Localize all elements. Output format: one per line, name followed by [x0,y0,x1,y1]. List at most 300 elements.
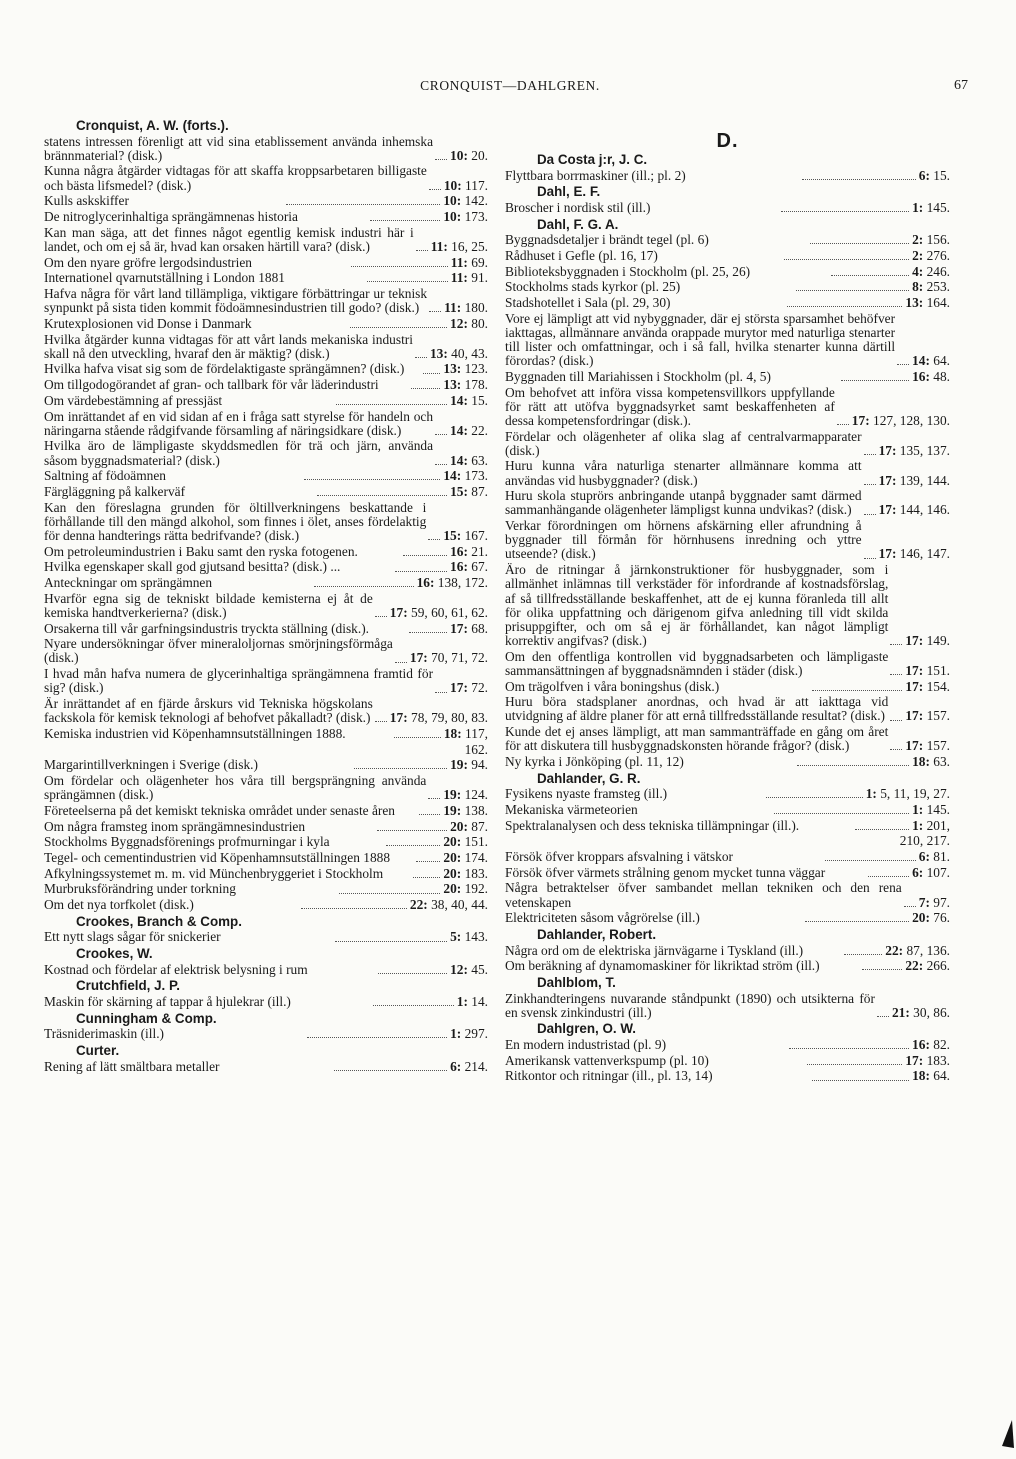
dot-leader [429,189,441,190]
author-heading: Dahl, E. F. [537,184,601,200]
index-entry [44,963,488,977]
dot-leader [831,275,909,276]
volume-number: 2: [912,232,924,248]
entry-reference [450,560,488,574]
entry-reference [912,249,950,263]
entry-reference [905,634,950,648]
entry-title: Stadshotellet i Sala (pl. 29, 30) [505,295,671,310]
entry-reference [905,1054,950,1068]
volume-number: 19: [443,787,462,803]
dot-leader [825,860,915,861]
page-numbers: 183. [461,865,488,881]
entry-reference [919,169,950,183]
volume-number: 17: [905,708,924,724]
page-numbers: 63. [929,753,951,769]
dot-leader [844,954,883,955]
index-entry [505,169,950,183]
entry-title: Saltning af födoämnen [44,468,166,484]
index-entry [505,312,950,369]
entry-title: Är inrättandet af en fjärde årskurs vid Tekniska högskolans fackskola för kemisk teknologi af behofvet påkalladt? (disk.) [44,696,373,726]
author-heading: Dahl, F. G. A. [537,216,619,232]
dot-leader [862,969,902,970]
index-entry [44,485,488,499]
entry-title: Internationel qvarnutställning i London 1881 [44,270,285,286]
volume-number: 17: [389,710,408,726]
dot-leader [864,484,876,485]
entry-title: Zinkhandteringens nuvarande ståndpunkt (1890) och utsikterna för en svensk zinkindustri (ill.) [505,990,875,1020]
page-numbers: 123. [461,361,489,377]
volume-number: 15: [443,527,462,543]
index-entry [44,410,488,438]
index-entry [44,622,488,636]
volume-number: 17: [450,620,468,636]
entry-reference [443,378,488,392]
entry-title: Äro de ritningar å järnkonstruktioner för husbyggnader, som i allmänhet inlämnas till verkstäder för infordrande af kostnadsförslag, af så tillfredsställande beskaffenhet, att de ej kunna föranleda till allt för olika uppfattning och därigenom gifva anledning till vidt skilda prisuppgifter, och om så ej är förhållandet, kan något lämpligt korrektiv angifvas? (disk.) [505,562,889,648]
entry-reference [450,1027,488,1041]
volume-number: 20: [443,865,462,881]
dot-leader [812,1080,909,1081]
index-entry [505,1038,950,1052]
page-numbers: 173. [461,209,488,225]
volume-number: 17: [409,650,428,666]
entry-title: Huru böra stadsplaner anordnas, och hvad är att iakttaga vid utvidgning af äldre planer för att ernå tillfredsställande resultat? (disk.) [505,694,889,724]
index-entry [44,439,488,467]
dot-leader [435,464,447,465]
index-entry [505,386,950,428]
index-entry [44,1060,488,1074]
entry-reference [443,867,488,881]
entry-title: Biblioteksbyggnaden i Stockholm (pl. 25, 26) [505,263,751,279]
page-numbers: 174. [461,849,489,865]
page-numbers: 157. [923,738,950,754]
entry-reference [450,424,488,438]
dot-leader [409,632,447,633]
volume-number: 18: [912,753,930,769]
volume-number: 17: [878,546,897,562]
page-numbers: 124. [461,787,488,803]
entry-reference [450,930,488,944]
page-numbers: 167. [461,527,488,543]
entry-title: Om tillgodogörandet af gran- och tallbark för vår läderindustri [44,377,379,393]
author-heading: Da Costa j:r, J. C. [537,152,648,167]
entry-reference [450,485,488,499]
index-entry [505,881,950,909]
dot-leader [314,586,414,587]
page-numbers: 64. [929,1068,951,1084]
index-entry [505,650,950,678]
entry-title: Hvilka hafva visat sig som de fördelaktigaste sprängämnen? (disk.) [44,361,405,377]
entry-title: Kemiska industrien vid Köpenhamnsutställningen 1888. [44,725,346,741]
entry-title: Om petroleumindustrien i Baku samt den ryska fotogenen. [44,543,358,559]
page-numbers: 76. [929,910,951,926]
entry-reference [457,995,488,1009]
entry-reference [912,819,950,833]
index-entry [44,135,488,163]
entry-reference [450,820,488,834]
index-entry [44,194,488,208]
index-entry [44,394,488,408]
page-numbers: 67. [467,559,488,575]
index-entry [44,545,488,559]
entry-title: Hvarför egna sig de tekniskt bildade kemisterna ej åt de kemiska handtverkerierna? (disk.) [44,590,373,620]
entry-title: Kan man säga, att det finnes något egentlig kemisk industri här i landet, och om ej så är, hvad kan orsaken härtill vara? (disk.) [44,224,414,254]
volume-number: 19: [443,802,462,818]
volume-number: 1: [865,786,877,802]
index-entry [505,695,950,723]
index-entry [505,249,950,263]
index-entry [505,755,950,769]
index-entry [44,882,488,896]
entry-title: Rening af lätt smältbara metaller [44,1058,220,1074]
left-column [44,118,488,1075]
page-numbers: 94. [467,757,489,773]
dot-leader [868,876,909,877]
volume-number: 10: [450,147,468,163]
index-entry [505,866,950,880]
dot-leader [797,765,909,766]
page-numbers: 48. [929,368,951,384]
dot-leader [428,798,440,799]
dot-leader [304,479,440,480]
right-column [505,118,950,1085]
entry-title: Murbruksförändring under torkning [44,881,236,897]
page-numbers: 82. [929,1037,950,1053]
dot-leader [375,721,387,722]
entry-reference [885,944,950,958]
dot-leader [339,893,440,894]
page-numbers: 38, 40, 44. [427,897,488,913]
dot-leader [802,179,916,180]
volume-number: 10: [443,177,462,193]
entry-reference [879,444,950,458]
author-heading: Dahlblom, T. [537,975,616,991]
dot-leader [766,797,863,798]
index-entry [44,1027,488,1041]
author-heading: Crookes, Branch & Comp. [76,913,242,929]
index-entry [44,774,488,802]
volume-number: 20: [443,849,462,865]
entry-reference [912,201,950,215]
entry-reference [450,963,488,977]
volume-number: 18: [912,1068,930,1084]
entry-title: Maskin för skärning af tappar å hjulekrar (ill.) [44,993,291,1009]
dot-leader [784,259,909,260]
page-numbers-continued: 210, 217. [899,833,950,849]
index-entry [505,1054,950,1068]
entry-reference [912,370,950,384]
index-entry [505,296,950,310]
entry-title: Rådhuset i Gefle (pl. 16, 17) [505,247,658,263]
volume-number: 20: [443,834,462,850]
dot-leader [351,266,448,267]
index-entry [505,519,950,561]
dot-leader [429,311,441,312]
author-heading: Dahlander, Robert. [537,927,657,943]
dot-leader [386,845,440,846]
entry-title: De nitroglycerinhaltiga sprängämnenas historia [44,209,298,225]
dot-leader [307,1037,448,1038]
entry-title: statens intressen förenligt att vid sina etablissement använda inhemska brännmaterial? (disk.) [44,133,434,163]
dot-leader [317,495,447,496]
volume-number: 6: [912,864,924,880]
page-numbers: 22. [467,422,488,438]
page-numbers: 63. [467,452,488,468]
volume-number: 11: [430,238,448,254]
entry-title: Träsniderimaskin (ill.) [44,1026,165,1042]
page-numbers: 81. [929,849,950,865]
volume-number: 1: [912,817,924,833]
page-numbers: 5, 11, 19, 27. [876,786,950,802]
volume-number: 14: [450,392,468,408]
volume-number: 2: [912,247,924,263]
page-numbers: 80. [467,315,488,331]
index-entry [505,201,950,215]
index-entry [44,333,488,361]
entry-title: Några betraktelser öfver sambandet mellan tekniken och den rena vetenskapen [505,880,902,910]
index-entry [44,697,488,725]
dot-leader [774,813,909,814]
volume-number: 17: [389,604,408,620]
dot-leader [435,159,447,160]
dot-leader [377,830,447,831]
dot-leader [416,861,440,862]
entry-title: I hvad mån hafva numera de glycerinhaltiga sprängämnena framtid för sig? (disk.) [44,666,434,696]
index-entry [44,576,488,590]
dot-leader [394,737,441,738]
entry-title: Om trägolfven i våra boningshus (disk.) [505,678,720,694]
entry-title: Stockholms Byggnadsförenings profmurningar i kyla [44,834,330,850]
index-entry [505,680,950,694]
index-entry [44,898,488,912]
volume-number: 17: [878,442,897,458]
index-entry [44,256,488,270]
entry-reference [443,469,488,483]
volume-number: 17: [905,678,924,694]
entry-title: Stockholms stads kyrkor (pl. 25) [505,279,681,295]
volume-number: 17: [905,738,924,754]
volume-number: 19: [450,757,468,773]
author-heading: Crutchfield, J. P. [76,978,180,994]
page-numbers: 178. [461,377,489,393]
entry-title: Elektriciteten såsom vågrörelse (ill.) [505,910,700,926]
index-entry [44,867,488,881]
dot-leader [370,220,440,221]
dot-leader [416,250,428,251]
index-entry [505,725,950,753]
entry-reference [912,1069,950,1083]
index-entry [44,637,488,665]
page-numbers: 180. [461,300,488,316]
volume-number: 7: [918,894,930,910]
entry-reference [919,850,950,864]
page-numbers: 40, 43. [447,345,488,361]
page-numbers: 87. [467,483,489,499]
entry-title: Ny kyrka i Jönköping (pl. 11, 12) [505,753,684,769]
dot-leader [334,1070,447,1071]
index-entry [505,1069,950,1083]
entry-title: Nyare undersökningar öfver mineraloljornas smörjningsförmåga (disk.) [44,636,393,666]
page-numbers: 151. [923,662,950,678]
dot-leader [890,720,902,721]
entry-reference [905,959,950,973]
index-entry [44,271,488,285]
dot-leader [301,908,407,909]
volume-number: 22: [905,958,924,974]
volume-number: 1: [912,199,924,215]
entry-reference [431,240,488,254]
dot-leader [890,749,902,750]
entry-reference [905,296,950,310]
index-entry [505,489,950,517]
volume-number: 20: [912,910,930,926]
page-numbers: 145. [923,801,950,817]
entry-title: Hafva några för vårt land tillämpliga, viktigare förbättringar ur teknisk synpunkt på sista tiden kommit födoämnesindustrien till godo? (disk.) [44,285,428,316]
volume-number: 4: [912,263,924,279]
entry-reference [912,265,950,279]
dot-leader [378,973,447,974]
page-numbers: 117. [461,177,488,193]
index-entry [505,819,950,833]
index-entry [44,210,488,224]
entry-reference [912,233,950,247]
dot-leader [807,1064,903,1065]
index-entry [44,835,488,849]
entry-reference [905,664,950,678]
volume-number: 1: [912,801,924,817]
index-entry [44,667,488,695]
dot-leader [350,327,447,328]
entry-reference [912,803,950,817]
entry-reference [879,474,950,488]
entry-title: Margarintillverkningen i Sverige (disk.) [44,757,258,773]
page-numbers: 45. [467,961,489,977]
dot-leader [354,768,448,769]
entry-title: Hvilka egenskaper skall god gjutsand besitta? (disk.) ... [44,559,341,575]
page-numbers: 142. [461,193,488,209]
dot-leader [411,388,441,389]
volume-number: 14: [450,452,468,468]
dot-leader [855,829,909,830]
index-entry [505,280,950,294]
page-numbers: 164. [923,295,951,310]
entry-reference [444,301,488,315]
page-numbers: 297. [461,1026,489,1042]
dot-leader [864,454,876,455]
index-entry [505,959,950,973]
volume-number: 13: [905,295,924,310]
index-entry [44,930,488,944]
volume-number: 16: [912,1037,930,1053]
index-entry [505,563,950,648]
page-numbers: 201, [923,817,950,833]
entry-reference [410,651,488,665]
entry-reference [450,454,488,468]
page-numbers: 20. [467,147,488,163]
volume-number: 18: [443,725,462,741]
page-numbers: 246. [923,263,951,279]
index-entry [505,459,950,487]
dot-leader [435,434,447,435]
entry-title: Om fördelar och olägenheter hos våra till bergsprängning använda sprängämnen (disk.) [44,773,427,803]
entry-title: Fysikens nyaste framsteg (ill.) [505,786,668,802]
page-numbers: 107. [923,864,950,880]
volume-number: 13: [429,345,448,361]
dot-leader [812,690,903,691]
volume-number: 12: [450,961,468,977]
entry-reference [443,851,488,865]
entry-title: Amerikansk vattenverkspump (pl. 10) [505,1052,709,1068]
page-numbers: 173. [461,468,488,484]
volume-number: 14: [443,468,462,484]
entry-reference [912,755,950,769]
page-numbers: 192. [461,881,489,897]
index-entry [505,803,950,817]
entry-reference [410,898,488,912]
entry-title: Huru kunna våra naturliga stenarter allmännare komma att användas vid husbyggnader? (disk.) [505,458,862,488]
page-numbers: 14. [467,993,488,1009]
entry-title: Några ord om de elektriska järnvägarne i Tyskland (ill.) [505,942,804,958]
entry-title: Hvilka äro de lämpligaste skyddsmedlen för trä och järn, använda såsom byggnadsmaterial? (disk.) [44,438,434,468]
dot-leader [336,404,447,405]
entry-title: Huru skola stuprörs anbringande utanpå byggnader samt därmed sammanhängande olägenheter lämpligst kunna undvikas? (disk.) [505,488,862,518]
entry-title: Om den offentliga kontrollen vid byggnadsarbeten och lämpligaste sammansättningen af byggnadsnämnden i städer (disk.) [505,648,889,678]
volume-number: 6: [918,849,930,865]
entry-title: Anteckningar om sprängämnen [44,575,213,591]
dot-leader [335,941,447,942]
author-heading: Dahlander, G. R. [537,770,641,786]
entry-title: Orsakerna till vår garfningsindustris tryckta ställning (disk.). [44,620,370,636]
dot-leader [423,373,440,374]
dot-leader [781,211,909,212]
page-numbers: 97. [929,894,950,910]
volume-number: 17: [878,502,897,518]
page-numbers: 144, 146. [896,502,950,518]
entry-reference [892,1006,950,1020]
entry-reference [450,1060,488,1074]
entry-reference [443,788,488,802]
entry-title: Företeelserna på det kemiskt tekniska området under senaste åren [44,802,396,818]
entry-title: Kan den föreslagna grunden för öltillverkningens beskattande i förhållande till den mängd alkohol, som finnes i ölet, anses fördelaktig för denna handterings rätta bedrifvande? (disk.) [44,499,427,543]
page-numbers: 145. [923,199,951,215]
index-entry [44,995,488,1009]
index-entry [44,851,488,865]
volume-number: 16: [450,543,468,559]
entry-title: Byggnaden till Mariahissen i Stockholm (pl. 4, 5) [505,368,771,384]
entry-reference [450,545,488,559]
entry-title: Om behofvet att införa vissa kompetensvillkors uppfyllande för rätt att utöfva byggnadsyrket samt beskaffenheten af dessa kompetensfordringar (disk.). [505,384,835,428]
dot-leader [864,558,876,559]
page-numbers: 146, 147. [896,546,950,562]
entry-reference [444,179,488,193]
entry-reference [443,362,488,376]
page-numbers: 16, 25. [447,238,488,254]
entry-title: Om det nya torfkolet (disk.) [44,897,194,913]
volume-number: 11: [444,300,462,316]
index-entry [44,378,488,392]
entry-reference [443,835,488,849]
dot-leader [904,906,916,907]
entry-title: Kulls askskiffer [44,193,129,209]
page-header [40,78,980,100]
dot-leader [286,204,441,205]
entry-reference [852,414,950,428]
page-numbers: 138, 172. [434,575,488,591]
entry-title: Tegel- och cementindustrien vid Köpenhamnsutställningen 1888 [44,849,391,865]
index-entry [44,501,488,543]
dot-leader [413,877,441,878]
dot-leader [897,364,909,365]
page-numbers: 214. [461,1058,488,1074]
